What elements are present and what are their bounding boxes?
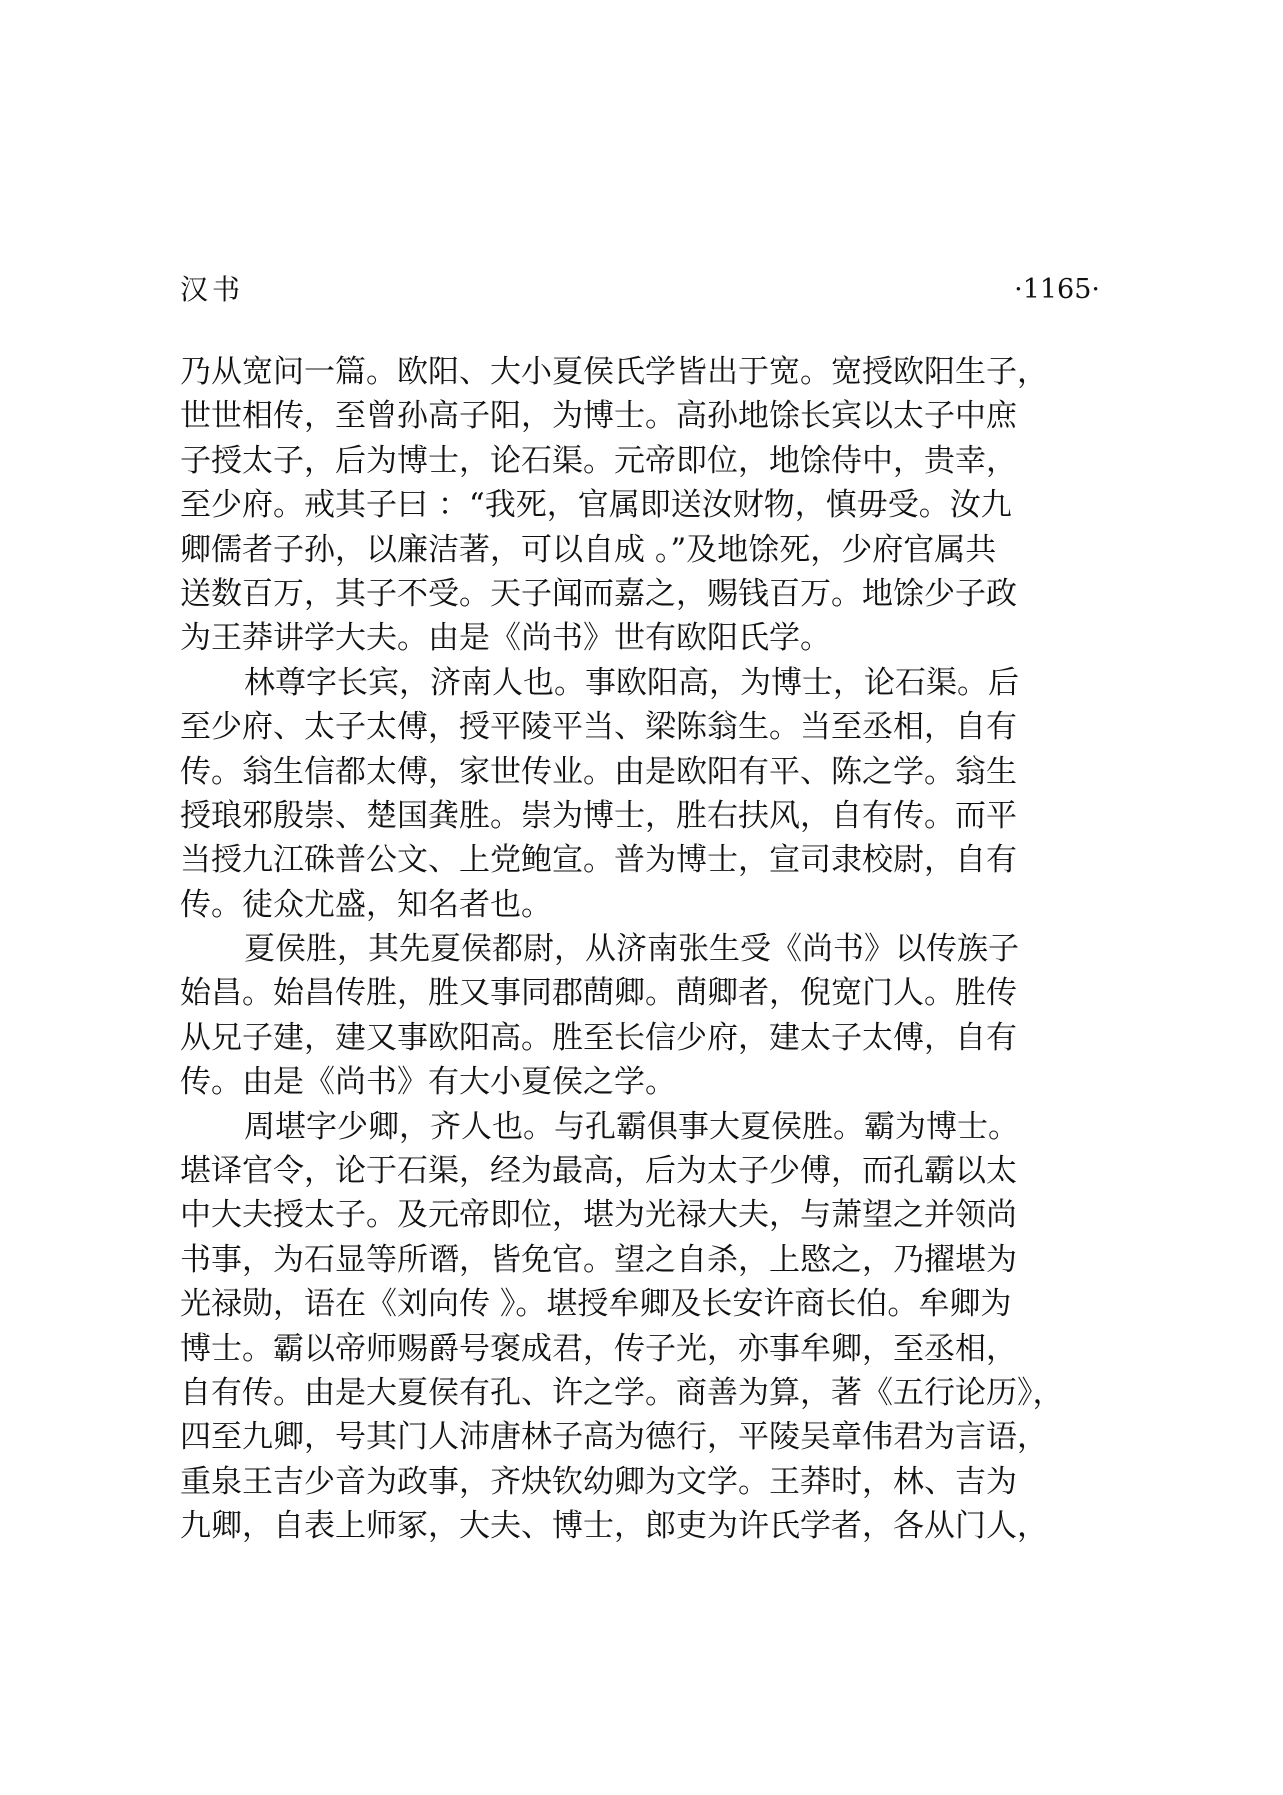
text-line: 授琅邪殷崇、楚国龚胜。崇为博士，胜右扶风，自有传。而平 — [180, 797, 1017, 834]
page-number: ·1165· — [1014, 274, 1100, 305]
text-line: 重泉王吉少音为政事，齐炔钦幼卿为文学。王莽时，林、吉为 — [180, 1463, 1017, 1500]
text-line: 林尊字长宾，济南人也。事欧阳高，为博士，论石渠。后 — [244, 664, 1019, 701]
text-line: 世世相传，至曾孙高子阳，为博士。高孙地馀长宾以太子中庶 — [180, 398, 1017, 435]
text-line: 传。徒众尤盛，知名者也。 — [180, 886, 552, 923]
text-line: 传。由是《尚书》有大小夏侯之学。 — [180, 1064, 676, 1101]
text-line: 传。翁生信都太傅，家世传业。由是欧阳有平、陈之学。翁生 — [180, 753, 1017, 790]
book-title: 汉书 — [180, 273, 245, 306]
text-line: 始昌。始昌传胜，胜又事同郡蔄卿。蔄卿者，倪宽门人。胜传 — [180, 975, 1017, 1012]
text-line: 堪译官令，论于石渠，经为最高，后为太子少傅，而孔霸以太 — [180, 1153, 1017, 1190]
text-line: 周堪字少卿，齐人也。与孔霸俱事大夏侯胜。霸为博士。 — [244, 1108, 1019, 1145]
text-line: 光禄勋，语在《刘向传 》。堪授牟卿及长安许商长伯。牟卿为 — [180, 1286, 1012, 1323]
text-line: 中大夫授太子。及元帝即位，堪为光禄大夫，与萧望之并领尚 — [180, 1197, 1017, 1234]
text-line: 至少府。戒其子曰 ：“我死，官属即送汝财物，慎毋受。汝九 — [180, 487, 1012, 524]
text-line: 至少府、太子太傅，授平陵平当、梁陈翁生。当至丞相，自有 — [180, 709, 1017, 746]
body-text — [180, 350, 1110, 1549]
text-line: 四至九卿，号其门人沛唐林子高为德行，平陵吴章伟君为言语， — [180, 1419, 1048, 1456]
text-line: 九卿，自表上师冢，大夫、博士，郎吏为许氏学者，各从门人， — [180, 1508, 1048, 1545]
page-header — [180, 268, 1100, 312]
text-line: 从兄子建，建又事欧阳高。胜至长信少府，建太子太傅，自有 — [180, 1019, 1017, 1056]
text-line: 当授九江硃普公文、上党鲍宣。普为博士，宣司隶校尉，自有 — [180, 842, 1017, 879]
text-line: 夏侯胜，其先夏侯都尉，从济南张生受《尚书》以传族子 — [244, 931, 1019, 968]
text-line: 为王莽讲学大夫。由是《尚书》世有欧阳氏学。 — [180, 620, 831, 657]
text-line: 自有传。由是大夏侯有孔、许之学。商善为算，著《五行论历》， — [180, 1374, 1064, 1411]
text-line: 卿儒者子孙，以廉洁著，可以自成 。”及地馀死，少府官属共 — [180, 531, 997, 568]
text-line: 博士。霸以帝师赐爵号褒成君，传子光，亦事牟卿，至丞相， — [180, 1330, 1017, 1367]
text-line: 子授太子，后为博士，论石渠。元帝即位，地馀侍中，贵幸， — [180, 442, 1017, 479]
text-line: 书事，为石显等所谮，皆免官。望之自杀，上愍之，乃擢堪为 — [180, 1241, 1017, 1278]
text-line: 送数百万，其子不受。天子闻而嘉之，赐钱百万。地馀少子政 — [180, 575, 1017, 612]
text-line: 乃从宽问一篇。欧阳、大小夏侯氏学皆出于宽。宽授欧阳生子， — [180, 354, 1048, 390]
